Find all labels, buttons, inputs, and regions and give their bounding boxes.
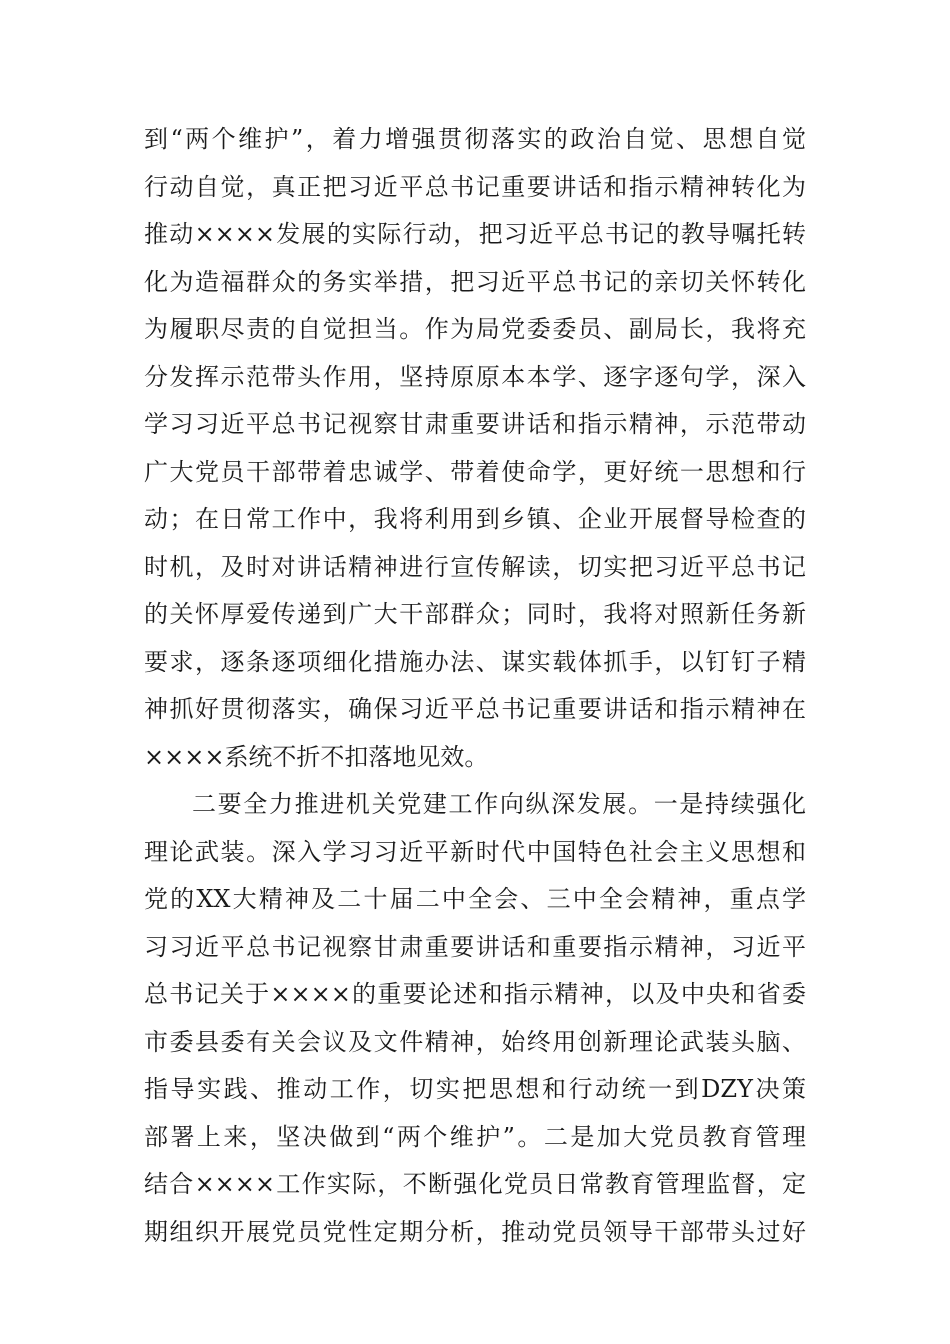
paragraph-1 — [144, 116, 806, 781]
text-line: 化为造福群众的务实举措，把习近平总书记的亲切关怀转化 — [144, 267, 806, 296]
text-line: 广大党员干部带着忠诚学、带着使命学，更好统一思想和行 — [144, 457, 806, 486]
text-line: 习习近平总书记视察甘肃重要讲话和重要指示精神，习近平 — [144, 932, 806, 961]
text-line: 期组织开展党员党性定期分析，推动党员领导干部带头过好 — [144, 1217, 806, 1246]
text-line: 到“两个维护”，着力增强贯彻落实的政治自觉、思想自觉 — [144, 125, 806, 153]
text-line: 要求，逐条逐项细化措施办法、谋实载体抓手，以钉钉子精 — [144, 647, 806, 676]
text-line: 推动××××发展的实际行动，把习近平总书记的教导嘱托转 — [144, 220, 806, 248]
text-line: 党的XX大精神及二十届二中全会、三中全会精神，重点学 — [144, 885, 806, 913]
text-line: 二要全力推进机关党建工作向纵深发展。一是持续强化 — [192, 790, 806, 818]
text-line: 理论武装。深入学习习近平新时代中国特色社会主义思想和 — [144, 837, 806, 866]
text-line: 市委县委有关会议及文件精神，始终用创新理论武装头脑、 — [144, 1027, 806, 1056]
text-line: 指导实践、推动工作，切实把思想和行动统一到DZY决策 — [144, 1075, 806, 1103]
text-line: 结合××××工作实际，不断强化党员日常教育管理监督，定 — [144, 1170, 806, 1198]
text-line: 部署上来，坚决做到“两个维护”。二是加大党员教育管理 — [144, 1122, 806, 1151]
text-line: ××××系统不折不扣落地见效。 — [144, 742, 489, 771]
text-line: 为履职尽责的自觉担当。作为局党委委员、副局长，我将充 — [144, 315, 806, 343]
text-line: 的关怀厚爱传递到广大干部群众；同时，我将对照新任务新 — [144, 600, 806, 628]
text-line: 分发挥示范带头作用，坚持原原本本学、逐字逐句学，深入 — [144, 362, 806, 391]
text-line: 总书记关于××××的重要论述和指示精神，以及中央和省委 — [144, 980, 806, 1008]
document-body — [144, 116, 806, 1256]
text-line: 行动自觉，真正把习近平总书记重要讲话和指示精神转化为 — [144, 172, 806, 201]
paragraph-2 — [144, 781, 806, 1256]
text-line: 学习习近平总书记视察甘肃重要讲话和指示精神，示范带动 — [144, 410, 806, 438]
text-line: 时机，及时对讲话精神进行宣传解读，切实把习近平总书记 — [144, 552, 806, 581]
text-line: 神抓好贯彻落实，确保习近平总书记重要讲话和指示精神在 — [144, 695, 806, 723]
text-line: 动；在日常工作中，我将利用到乡镇、企业开展督导检查的 — [144, 505, 806, 533]
